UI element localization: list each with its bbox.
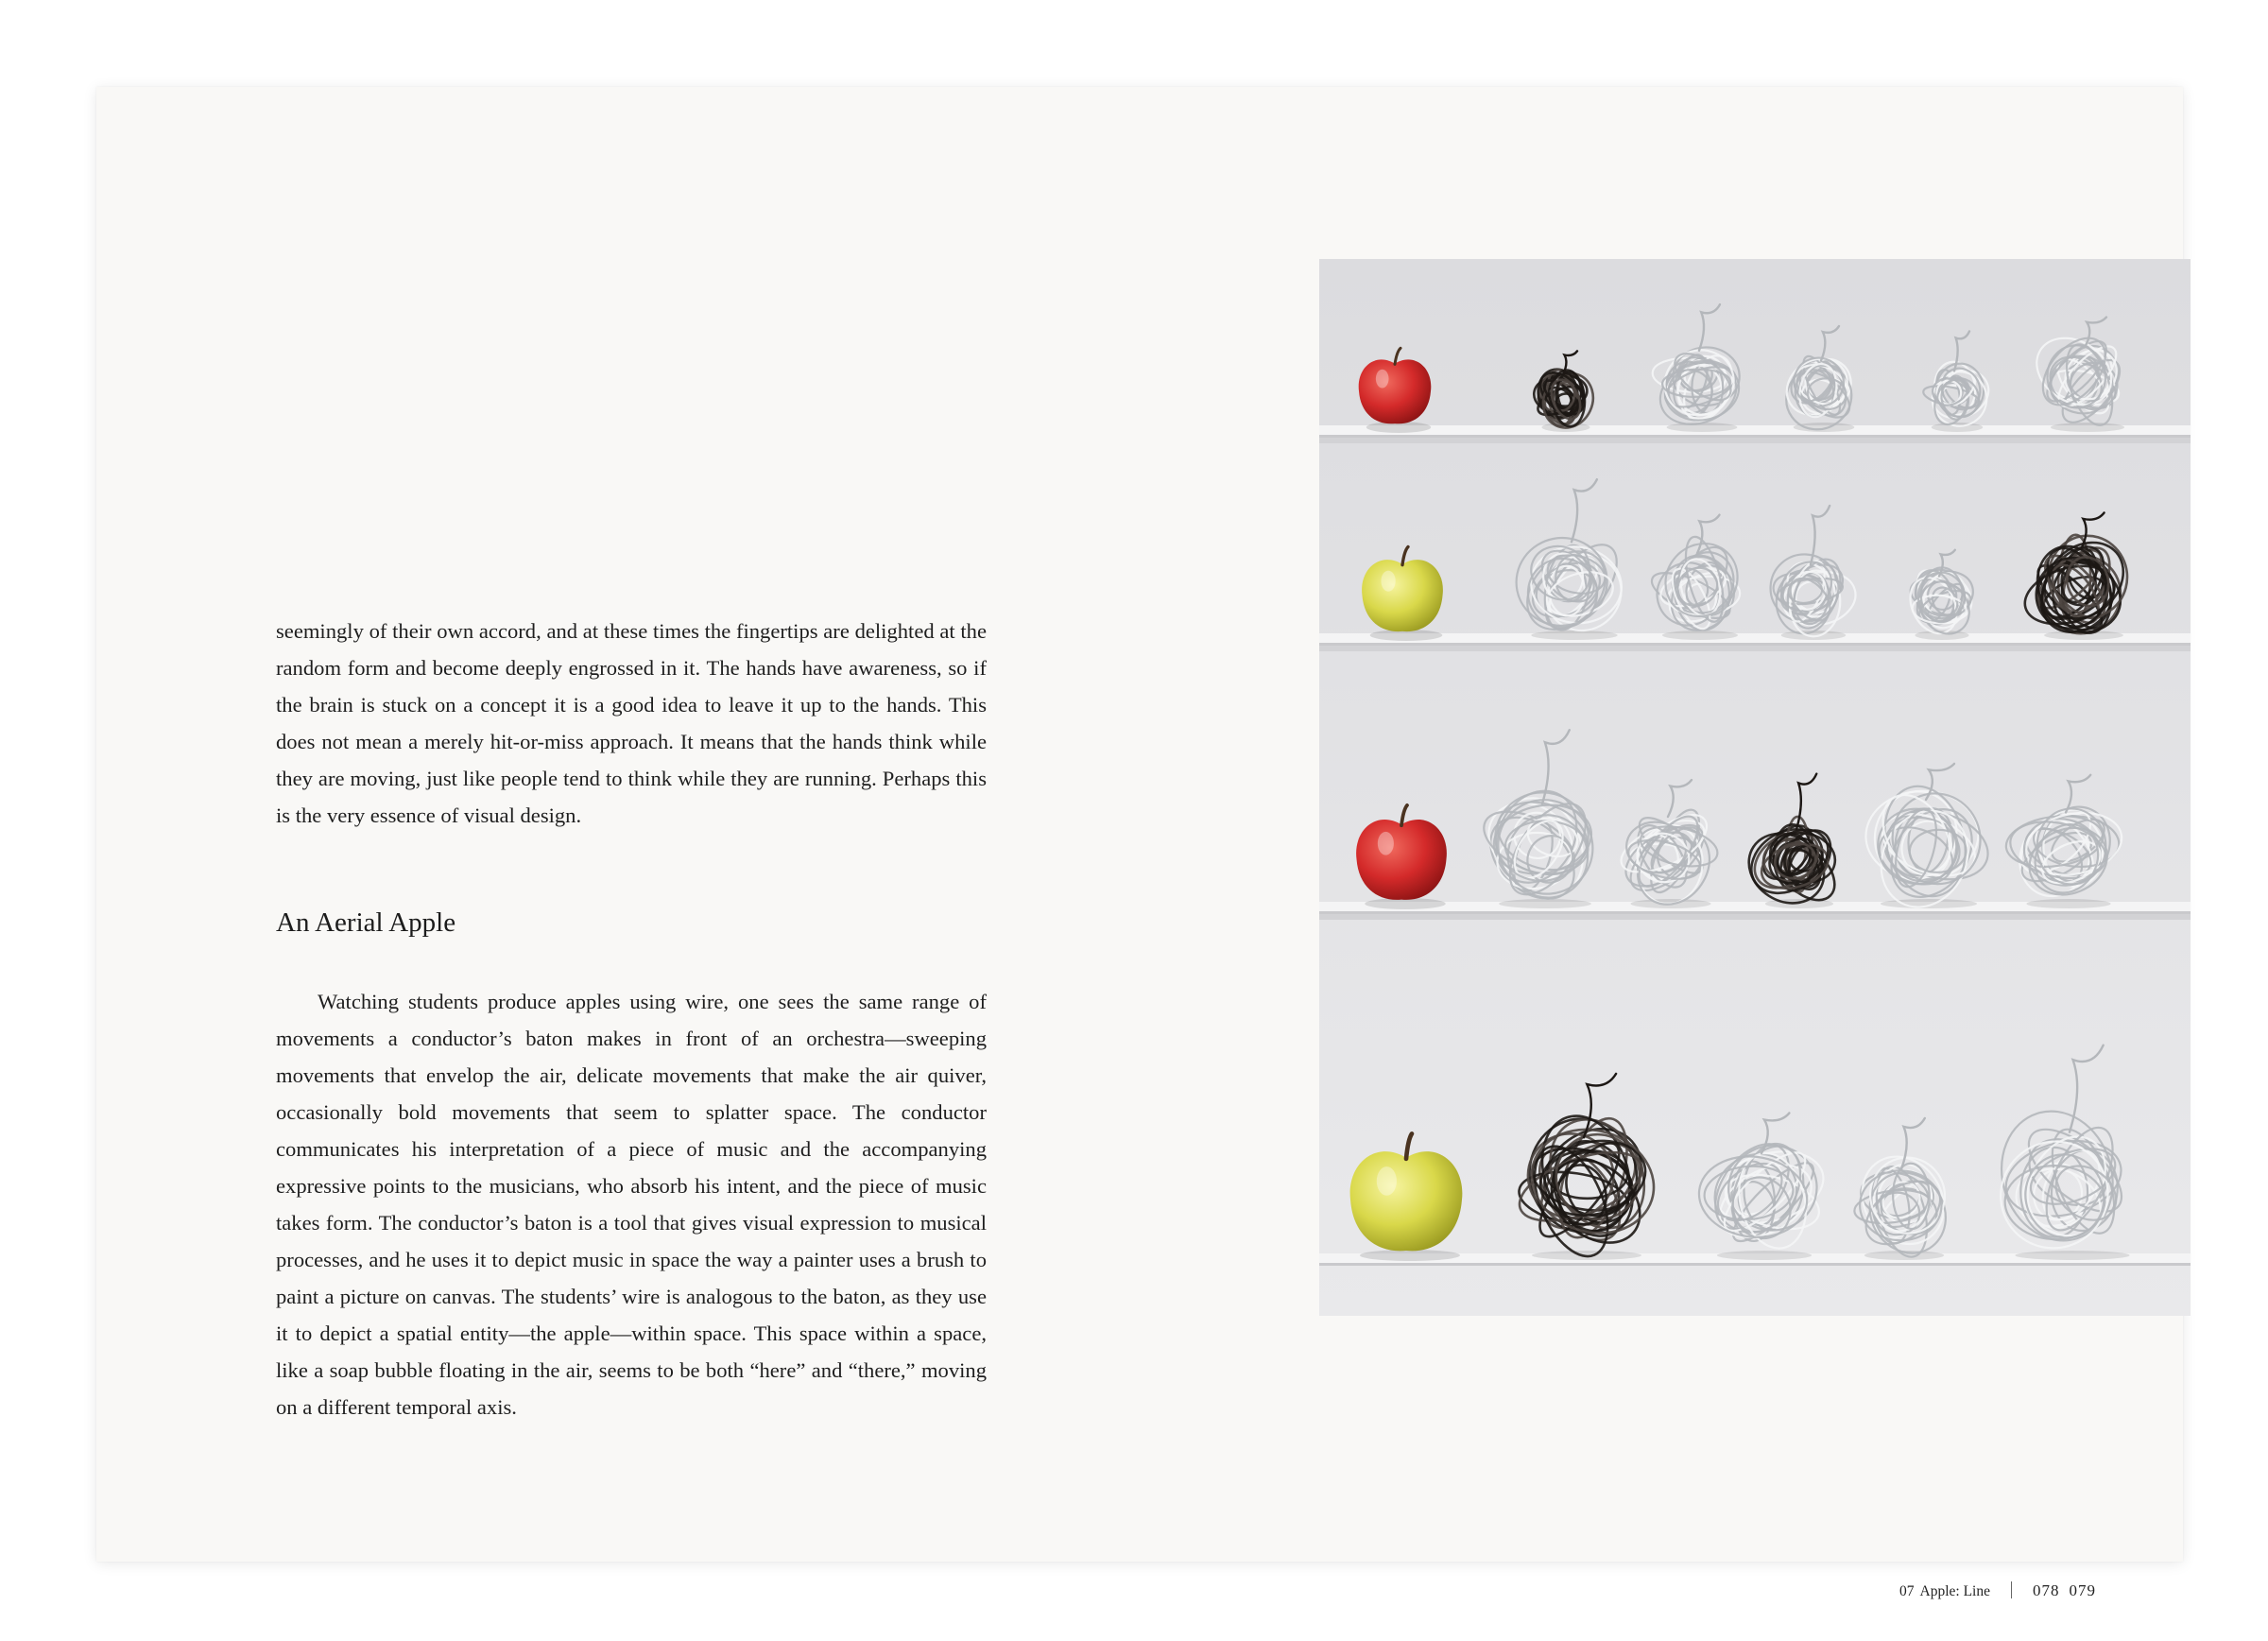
wire-apples-photo [1319, 259, 2191, 1316]
shelf-shadow [1319, 914, 2191, 920]
shelf-edge [1319, 435, 2191, 438]
folio-separator [2011, 1581, 2012, 1598]
folio [1899, 1581, 2096, 1600]
page-number-left: 078 [2033, 1581, 2060, 1599]
page-number-right: 079 [2069, 1581, 2096, 1599]
folio-chapter-title: Apple: Line [1919, 1583, 1990, 1599]
folio-pages [2033, 1581, 2096, 1599]
section-body [276, 983, 987, 1425]
shelf-edge [1319, 1263, 2191, 1266]
book-spread [96, 87, 2183, 1599]
shelf-edge [1319, 643, 2191, 646]
folio-chapter-number: 07 [1899, 1583, 1915, 1599]
shelf-edge [1319, 911, 2191, 914]
continuation-paragraph: seemingly of their own accord, and at these times the fingertips are delighted at the random form and become deeply engrossed in it. The hands have awareness, so if the brain is stuck on a concept it is a good idea to leave it up to the hands. This does not mean a merely hit-or-miss approach. It means that the hands think while they are moving, just like people tend to think while they are running. Perhaps this is the very essence of visual design. [276, 619, 987, 827]
continuation-text [276, 613, 987, 834]
section-heading: An Aerial Apple [276, 907, 456, 938]
shelf-shadow [1319, 646, 2191, 651]
folio-section [1899, 1583, 1990, 1599]
shelf-shadow [1319, 438, 2191, 443]
section-paragraph: Watching students produce apples using wire, one sees the same range of movements a conductor’s baton makes in front of an orchestra—sweeping movements that envelop the air, delicate movements that make the air quiver, occasionally bold movements that seem to splatter space. The conductor communicates his interpretation of a piece of music and the accompanying expressive points to the musicians, who absorb his intent, and the piece of music takes form. The conductor’s baton is a tool that gives visual expression to musical processes, and he uses it to depict music in space the way a painter uses a brush to paint a picture on canvas. The students’ wire is analogous to the baton, as they use it to depict a spatial entity—the apple—within space. This space within a space, like a soap bubble floating in the air, seems to be both “here” and “there,” moving on a different temporal axis. [276, 990, 987, 1419]
